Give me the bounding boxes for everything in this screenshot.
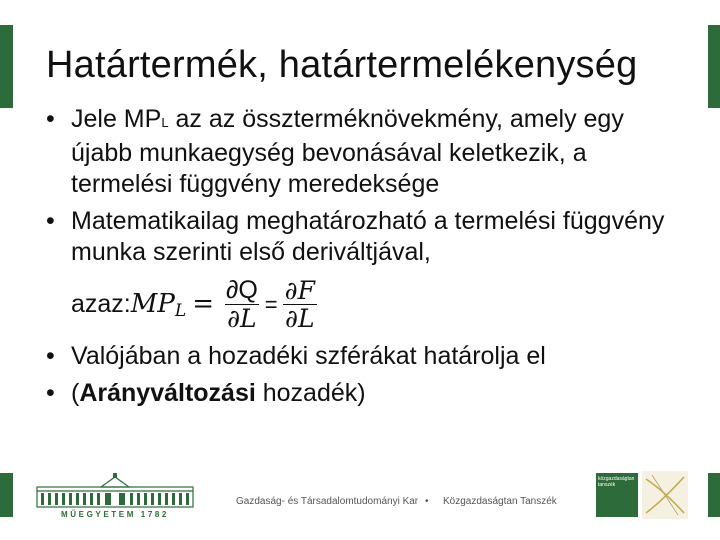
- footer-separator: •: [425, 496, 429, 507]
- department-logo-icon: [642, 471, 688, 519]
- bullet-4-open: (: [71, 379, 80, 407]
- department-badge: közgazdaságtan tanszék: [596, 473, 638, 517]
- slide-body: [44, 104, 684, 415]
- bullet-dot: •: [46, 105, 55, 133]
- bullet-2-text: Matematikailag meghatározható a termelési függvény munka szerinti első deriváltjával,: [71, 207, 665, 266]
- bullet-4-bold: Arányváltozási: [79, 379, 256, 407]
- fraction-1-numerator: ∂Q: [225, 275, 258, 304]
- bme-logo-text: MŰEGYETEM 1782: [61, 510, 169, 519]
- fraction-1-denominator: ∂L: [227, 303, 257, 333]
- bullet-1: [44, 104, 684, 200]
- bullet-dot: •: [46, 207, 55, 235]
- fraction-df-dl: [283, 277, 317, 332]
- bullet-1-text: az az összterméknövekmény, amely egy újabb munkaegység bevonásával keletkezik, a termelési függvény meredeksége: [71, 105, 624, 198]
- bullet-dot: •: [46, 342, 55, 370]
- bullet-dot: •: [46, 379, 55, 407]
- bullet-3-text: Valójában a hozadéki szférákat határolja el: [71, 342, 546, 370]
- formula-lhs-subscript: L: [174, 300, 187, 321]
- formula-lhs: MP: [130, 288, 175, 319]
- derivative-formula: [71, 273, 684, 335]
- bullet-2: [44, 206, 684, 335]
- formula-lead: azaz:: [71, 289, 131, 318]
- slide-title: Határtermék, határtermelékenység: [46, 44, 638, 86]
- formula-equals-1: =: [192, 288, 214, 319]
- right-accent-bar: [708, 25, 720, 108]
- bullet-1-subscript: L: [161, 115, 169, 130]
- footer-faculty: Gazdaság- és Társadalomtudományi Kar: [236, 496, 419, 507]
- bullet-3: [44, 341, 684, 372]
- footer-right-bar: [708, 473, 720, 517]
- bullet-4: [44, 378, 684, 409]
- footer-left-bar: [0, 473, 13, 517]
- footer-department: Közgazdaságtan Tanszék: [443, 496, 557, 507]
- bullet-4-rest: hozadék): [255, 379, 366, 407]
- bullet-1-prefix: Jele MP: [71, 105, 162, 133]
- left-accent-bar: [0, 25, 13, 108]
- fraction-2-numerator: ∂F: [284, 275, 315, 305]
- bme-building-logo: [35, 471, 195, 519]
- fraction-dq-dl: [224, 277, 260, 332]
- formula-equals-2: =: [264, 291, 278, 317]
- fraction-2-denominator: ∂L: [285, 303, 315, 333]
